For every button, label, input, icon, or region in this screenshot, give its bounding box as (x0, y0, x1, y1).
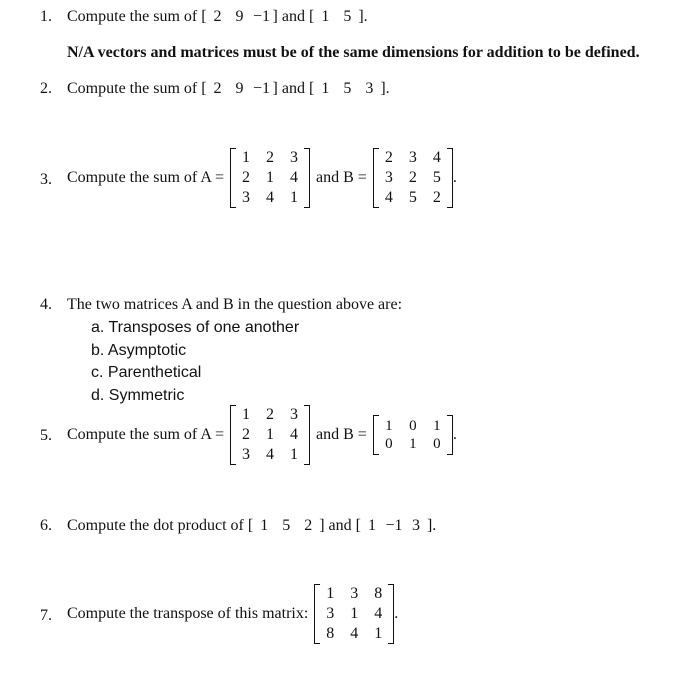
vector-element: 1 (321, 8, 330, 25)
option-label: Transposes of one another (108, 319, 300, 336)
vector-element: 2 (213, 80, 222, 97)
q3-number: 3. (40, 171, 52, 188)
q7-number: 7. (40, 607, 52, 624)
q3-text (67, 148, 457, 208)
option-label: Parenthetical (107, 364, 202, 381)
matrix-cell: 1 (433, 418, 441, 434)
matrix-cell: 2 (432, 189, 441, 206)
matrix-cell: 1 (385, 418, 393, 434)
matrix-cell: 1 (266, 426, 275, 443)
q5-text (67, 405, 457, 465)
matrix-cell: 3 (350, 585, 359, 602)
option-letter: a. (91, 319, 105, 336)
matrix-cell: 1 (374, 625, 383, 642)
q5-prefix: Compute the sum of A = (67, 426, 225, 443)
vector-element: 3 (365, 80, 374, 97)
matrix-cell: 1 (350, 605, 359, 622)
matrix-cell: 3 (326, 605, 335, 622)
matrix-cell: 2 (384, 149, 393, 166)
matrix-cell: 2 (266, 149, 275, 166)
q3-matrix-a (236, 148, 304, 208)
q7-prefix: Compute the transpose of this matrix: (67, 605, 309, 622)
vector-element: −1 (253, 8, 271, 25)
matrix-cell: 2 (242, 426, 251, 443)
q3-suffix: . (452, 169, 457, 186)
q6-suffix: . (432, 517, 437, 534)
option-letter: c. (91, 364, 104, 381)
q4-option-a[interactable] (91, 318, 299, 338)
matrix-cell: 3 (290, 406, 299, 423)
matrix-cell: 0 (409, 418, 417, 434)
q7-text (67, 584, 398, 644)
option-label: Asymptotic (107, 342, 187, 359)
vector-element: 5 (282, 517, 291, 534)
q4-number: 4. (40, 296, 52, 313)
q5-number: 5. (40, 427, 52, 444)
q1-number: 1. (40, 8, 52, 25)
q5-mid: and B = (316, 426, 367, 443)
q4-option-b[interactable] (91, 341, 186, 361)
matrix-cell: 4 (374, 605, 383, 622)
matrix-cell: 1 (266, 169, 275, 186)
q5-matrix-a (236, 405, 304, 465)
matrix-cell: 4 (384, 189, 393, 206)
matrix-cell: 2 (242, 169, 251, 186)
q4-option-d[interactable] (91, 386, 184, 406)
matrix-cell: 4 (290, 169, 299, 186)
q1-suffix: . (363, 8, 368, 25)
vector-element: 1 (321, 80, 330, 97)
q5-matrix-b (379, 417, 447, 453)
q6-mid: and (328, 517, 352, 534)
matrix-cell: 5 (432, 169, 441, 186)
q6-vector-2: [ 1 −1 3 ] (355, 517, 433, 534)
vector-element: 1 (260, 517, 269, 534)
matrix-cell: 1 (290, 189, 299, 206)
q6-text (67, 516, 436, 536)
option-label: Symmetric (108, 387, 185, 404)
q5-suffix: . (452, 426, 457, 443)
q2-vector-2: [ 1 5 3 ] (308, 80, 386, 97)
option-letter: d. (91, 387, 105, 404)
matrix-cell: 1 (326, 585, 335, 602)
matrix-cell: 4 (266, 189, 275, 206)
matrix-cell: 8 (374, 585, 383, 602)
matrix-cell: 0 (385, 436, 393, 452)
q2-prefix: Compute the sum of (67, 80, 198, 97)
matrix-cell: 3 (408, 149, 417, 166)
q3-mid: and B = (316, 169, 367, 186)
matrix-cell: 1 (290, 446, 299, 463)
q1-mid: and (281, 8, 305, 25)
q6-number: 6. (40, 517, 52, 534)
matrix-cell: 1 (242, 406, 251, 423)
vector-element: 2 (304, 517, 313, 534)
q2-number: 2. (40, 80, 52, 97)
matrix-cell: 1 (242, 149, 251, 166)
q2-text (67, 79, 390, 99)
matrix-cell: 0 (433, 436, 441, 452)
q1-vector-1: [ 2 9 −1 ] (201, 8, 278, 25)
vector-element: 9 (235, 8, 244, 25)
matrix-cell: 3 (242, 446, 251, 463)
matrix-cell: 2 (408, 169, 417, 186)
q2-vector-1: [ 2 9 −1 ] (201, 80, 278, 97)
vector-element: 1 (367, 517, 376, 534)
q1-vector-2: [ 1 5 ] (308, 8, 364, 25)
matrix-cell: 3 (290, 149, 299, 166)
matrix-cell: 4 (290, 426, 299, 443)
q3-matrix-b (379, 148, 447, 208)
q6-prefix: Compute the dot product of (67, 517, 244, 534)
vector-element: 2 (213, 8, 222, 25)
vector-element: 3 (411, 517, 420, 534)
q4-option-c[interactable] (91, 363, 201, 383)
vector-element: −1 (385, 517, 403, 534)
vector-element: 9 (235, 80, 244, 97)
matrix-cell: 2 (266, 406, 275, 423)
matrix-cell: 5 (408, 189, 417, 206)
vector-element: 5 (343, 8, 352, 25)
matrix-cell: 4 (350, 625, 359, 642)
vector-element: 5 (343, 80, 352, 97)
q2-mid: and (281, 80, 305, 97)
matrix-cell: 3 (242, 189, 251, 206)
matrix-cell: 8 (326, 625, 335, 642)
q1-prefix: Compute the sum of (67, 8, 198, 25)
matrix-a-right-bracket (304, 148, 310, 208)
q2-suffix: . (385, 80, 390, 97)
q7-suffix: . (394, 605, 399, 622)
option-letter: b. (91, 342, 105, 359)
q6-vector-1: [ 1 5 2 ] (247, 517, 325, 534)
matrix-a-right-bracket (304, 405, 310, 465)
matrix-cell: 1 (409, 436, 417, 452)
matrix-cell: 3 (384, 169, 393, 186)
matrix-cell: 4 (432, 149, 441, 166)
q7-matrix (320, 584, 388, 644)
q3-prefix: Compute the sum of A = (67, 169, 225, 186)
vector-element: −1 (253, 80, 271, 97)
answer-note: N/A vectors and matrices must be of the same dimensions for addition to be defined. (67, 44, 640, 61)
q4-text: The two matrices A and B in the question above are: (67, 296, 403, 313)
matrix-cell: 4 (266, 446, 275, 463)
q1-text (67, 7, 368, 27)
